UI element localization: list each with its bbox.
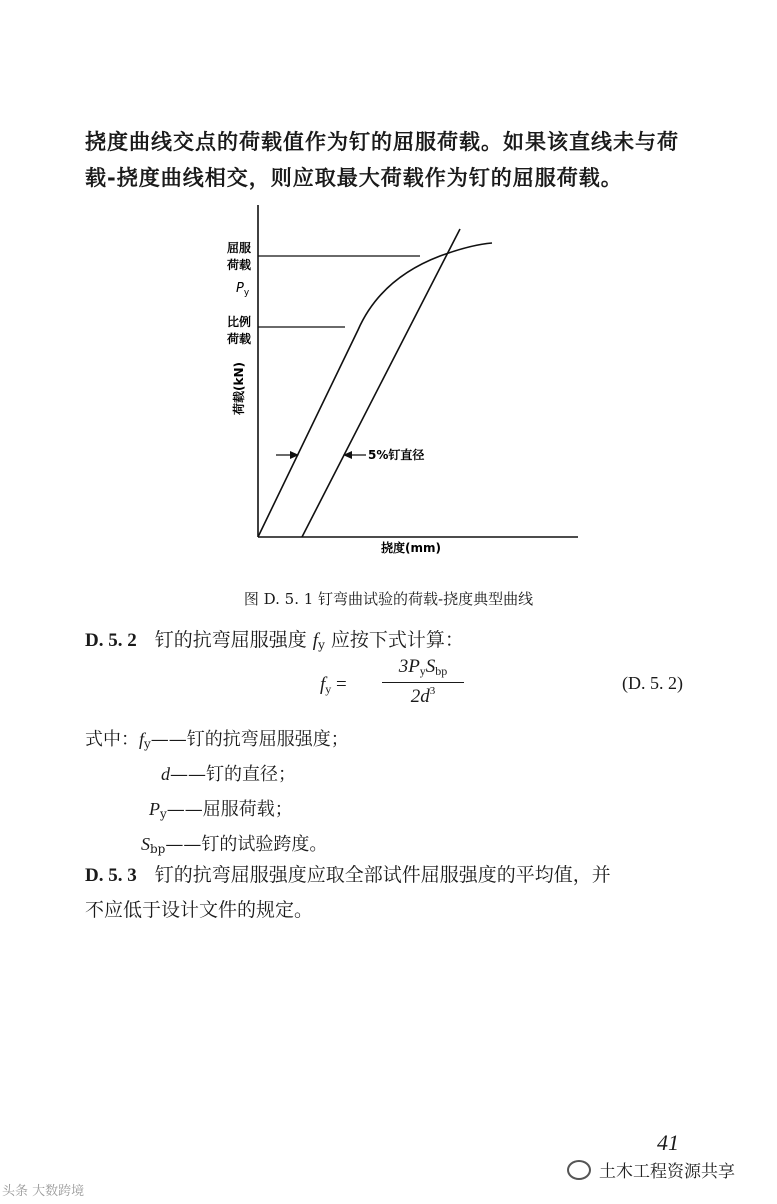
watermark-right: 土木工程资源共享 [567,1157,735,1182]
yield-label-1: 屈服 [227,241,252,255]
proportional-label-1: 比例 [227,315,252,329]
intro-line-1: 挠度曲线交点的荷载值作为钉的屈服荷载。如果该直线未与荷 [85,130,679,154]
figure-caption: 图 D. 5. 1 钉弯曲试验的荷载-挠度典型曲线 [243,590,534,608]
right-arrowhead [343,451,352,459]
offset-line [302,229,460,537]
yield-label-2: 荷载 [227,258,252,272]
proportional-label-2: 荷载 [227,332,252,346]
load-deflection-curve [258,243,492,537]
watermark-left: 头条 大数跨境 [2,1184,85,1199]
section-number: D. 5. 2 [85,630,137,651]
definition-py: $P_y——$屈服荷载； [149,799,293,821]
definition-d: d——钉的直径； [161,764,296,785]
py-label: $P_y$ [236,281,250,298]
y-axis-label: 荷载(kN) [232,362,246,415]
x-axis-label: 挠度(mm) [381,541,441,555]
section-number: D. 5. 3 [85,865,137,886]
section-d53-line-2: 不应低于设计文件的规定。 [85,899,314,921]
definition-intro: 式中：$f_y——$钉的抗弯屈服强度； [85,729,349,751]
equation-number: (D. 5. 2) [622,673,683,693]
left-arrowhead [290,451,299,459]
offset-label: 5%钉直径 [368,448,425,462]
intro-line-2: 载-挠度曲线相交，则应取最大荷载作为钉的屈服荷载。 [85,166,623,190]
section-d53: D. 5. 3 钉的抗弯屈服强度应取全部试件屈服强度的平均值，并 [85,864,611,886]
fraction: $3P_yS_{bp}$ $2d^3$ [382,656,464,708]
load-deflection-figure [0,0,777,580]
page-number: 41 [657,1130,679,1155]
definition-sbp: $S_{bp}——$钉的试验跨度。 [141,834,328,856]
wechat-icon [567,1160,591,1180]
section-d52: D. 5. 2 钉的抗弯屈服强度 $f_y$ 应按下式计算： [85,629,464,652]
